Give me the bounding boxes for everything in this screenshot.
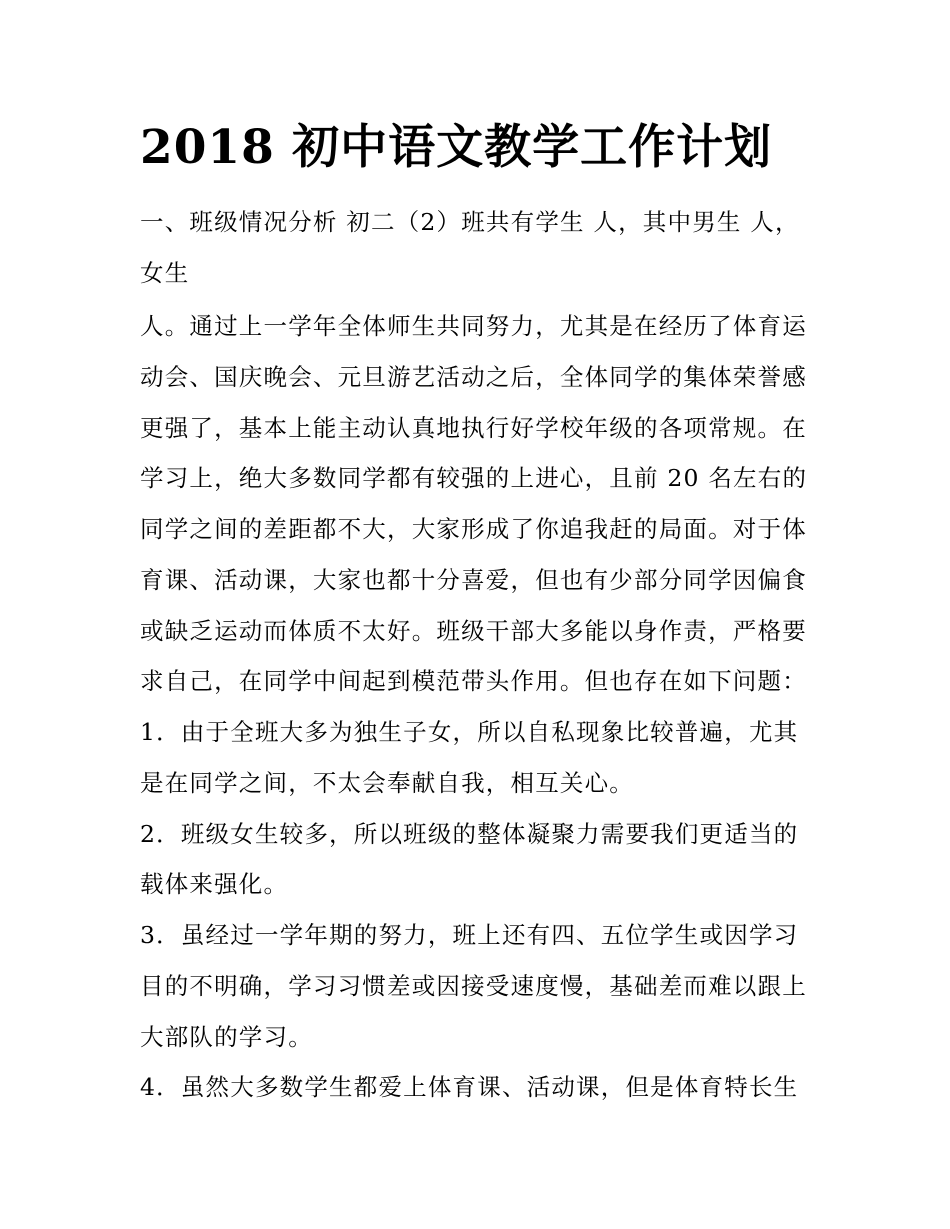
text-line-10: 求自己，在同学中间起到模范带头作用。但也存在如下问题： bbox=[140, 667, 807, 695]
text-line-1: 一、班级情况分析 初二（2）班共有学生 人，其中男生 人， bbox=[140, 208, 800, 236]
text-line-14: 载体来强化。 bbox=[140, 870, 289, 898]
text-line-13: 2．班级女生较多，所以班级的整体凝聚力需要我们更适当的 bbox=[140, 820, 799, 848]
text-line-6: 学习上，绝大多数同学都有较强的上进心，且前 20 名左右的 bbox=[140, 464, 808, 492]
text-line-17: 大部队的学习。 bbox=[140, 1023, 313, 1051]
text-line-5: 更强了，基本上能主动认真地执行好学校年级的各项常规。在 bbox=[140, 414, 807, 442]
text-line-9: 或缺乏运动而体质不太好。班级干部大多能以身作责，严格要 bbox=[140, 617, 807, 645]
text-line-16: 目的不明确，学习习惯差或因接受速度慢，基础差而难以跟上 bbox=[140, 972, 807, 1000]
text-line-12: 是在同学之间，不太会奉献自我，相互关心。 bbox=[140, 769, 634, 797]
text-line-15: 3．虽经过一学年期的努力，班上还有四、五位学生或因学习 bbox=[140, 921, 799, 949]
text-line-8: 育课、活动课，大家也都十分喜爱，但也有少部分同学因偏食 bbox=[140, 566, 807, 594]
text-line-3: 人。通过上一学年全体师生共同努力，尤其是在经历了体育运 bbox=[140, 312, 807, 340]
text-line-18: 4．虽然大多数学生都爱上体育课、活动课，但是体育特长生 bbox=[140, 1073, 799, 1101]
text-line-11: 1．由于全班大多为独生子女，所以自私现象比较普遍，尤其 bbox=[140, 718, 799, 746]
text-line-4: 动会、国庆晚会、元旦游艺活动之后，全体同学的集体荣誉感 bbox=[140, 363, 807, 391]
text-line-7: 同学之间的差距都不大，大家形成了你追我赶的局面。对于体 bbox=[140, 515, 807, 543]
document-title: 2018 初中语文教学工作计划 bbox=[140, 120, 773, 175]
text-line-2: 女生 bbox=[140, 259, 190, 287]
